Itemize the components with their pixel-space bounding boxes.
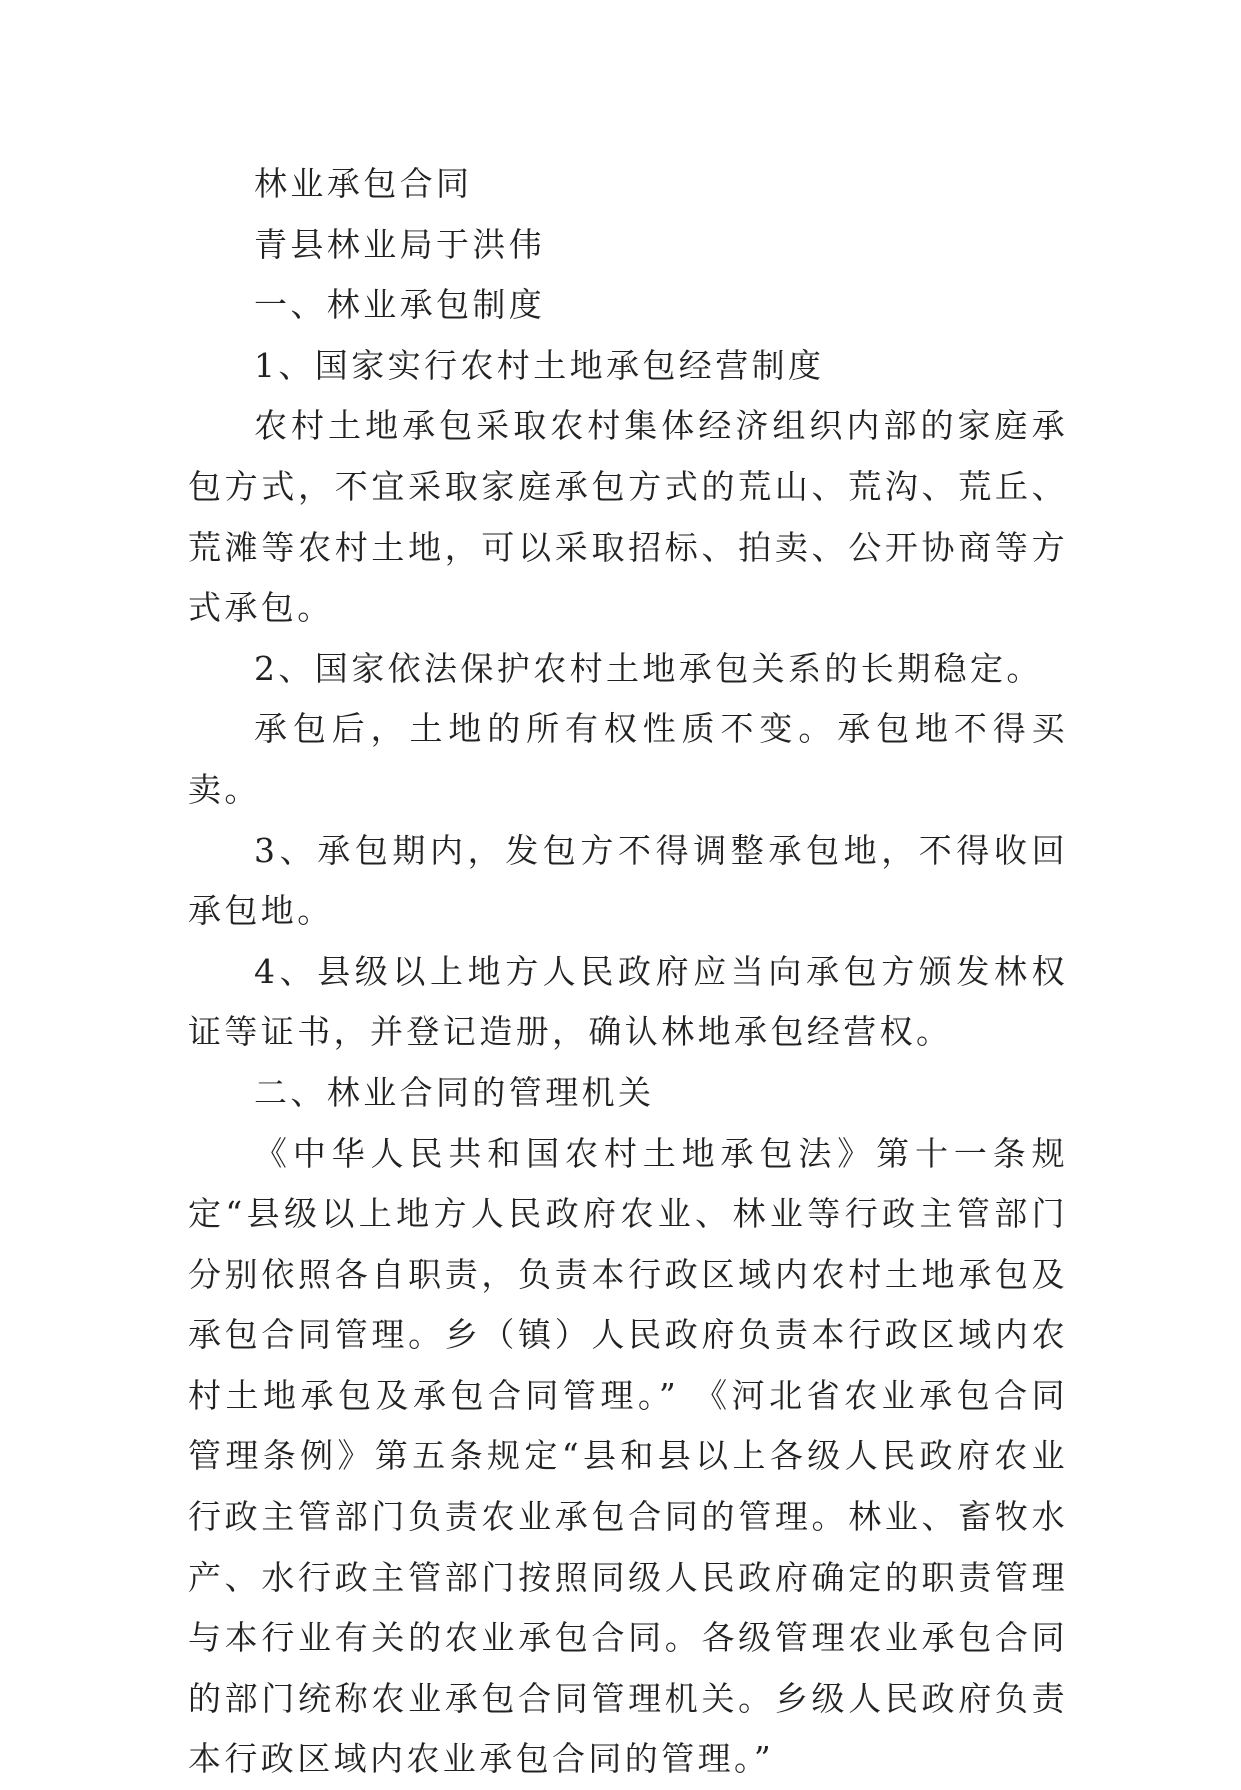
section-heading-2: 二、林业合同的管理机关 (188, 1063, 1068, 1124)
item-3-paragraph: 3、承包期内，发包方不得调整承包地，不得收回承包地。 (188, 821, 1068, 942)
item-2-paragraph: 承包后，土地的所有权性质不变。承包地不得买卖。 (188, 699, 1068, 820)
item-2-heading: 2、国家依法保护农村土地承包关系的长期稳定。 (188, 639, 1068, 700)
item-1-heading: 1、国家实行农村土地承包经营制度 (188, 336, 1068, 397)
section-heading-1: 一、林业承包制度 (188, 275, 1068, 336)
item-4-paragraph: 4、县级以上地方人民政府应当向承包方颁发林权证等证书，并登记造册，确认林地承包经营权。 (188, 942, 1068, 1063)
document-author: 青县林业局于洪伟 (188, 215, 1068, 276)
document-body (188, 154, 1068, 1790)
document-title: 林业承包合同 (188, 154, 1068, 215)
section-2-paragraph: 《中华人民共和国农村土地承包法》第十一条规定“县级以上地方人民政府农业、林业等行政主管部门分别依照各自职责，负责本行政区域内农村土地承包及承包合同管理。乡（镇）人民政府负责本行政区域内农村土地承包及承包合同管理。” 《河北省农业承包合同管理条例》第五条规定“县和县以上各级人民政府农业行政主管部门负责农业承包合同的管理。林业、畜牧水产、水行政主管部门按照同级人民政府确定的职责管理与本行业有关的农业承包合同。各级管理农业承包合同的部门统称农业承包合同管理机关。乡级人民政府负责本行政区域内农业承包合同的管理。” (188, 1124, 1068, 1790)
item-1-paragraph: 农村土地承包采取农村集体经济组织内部的家庭承包方式，不宜采取家庭承包方式的荒山、荒沟、荒丘、荒滩等农村土地，可以采取招标、拍卖、公开协商等方式承包。 (188, 396, 1068, 638)
